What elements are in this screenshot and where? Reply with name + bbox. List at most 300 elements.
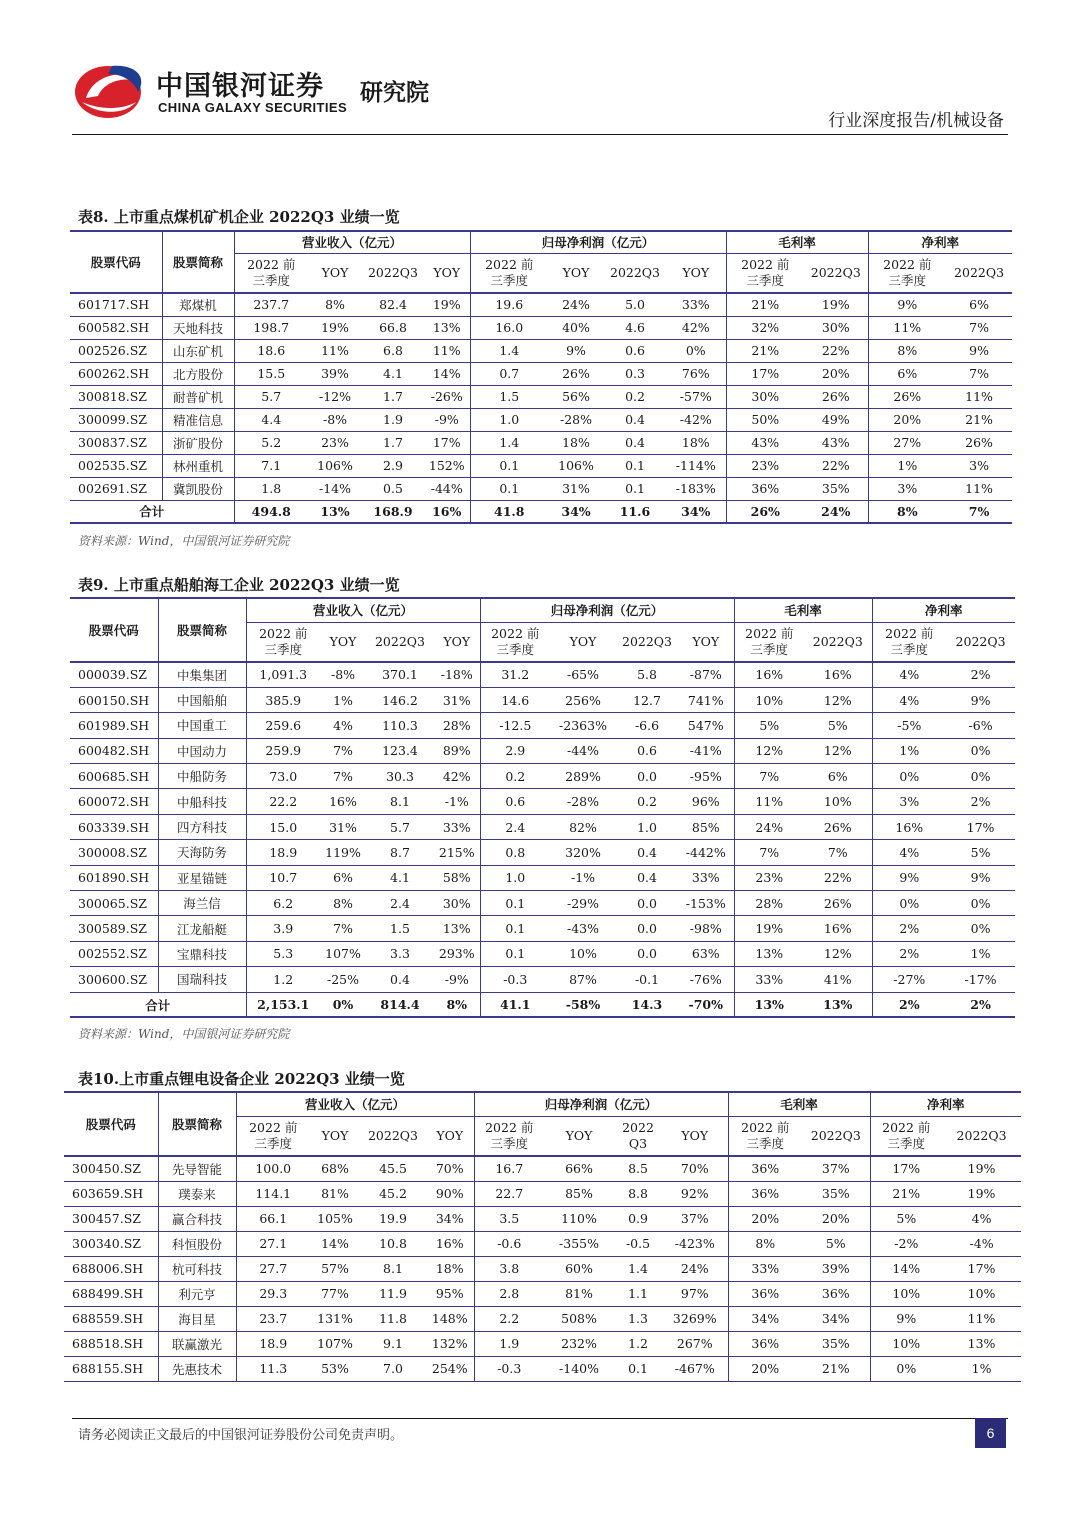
data-cell: 0% [872,891,946,916]
table-row [70,967,1015,992]
col-group-gross-margin: 毛利率 [734,598,872,622]
data-cell: 81% [544,1281,614,1306]
subheader-q3: 2022Q3 [804,622,872,662]
data-cell: -26% [424,385,470,408]
data-cell: 5% [804,713,872,738]
data-cell: 15.5 [234,362,308,385]
data-cell: 30% [434,891,480,916]
total-cell: 26% [726,500,804,523]
data-cell: 3% [872,789,946,814]
table-row [70,738,1015,763]
subheader-line: 三季度 [252,272,290,288]
subheader-line: 2022 前 [883,256,932,272]
table-row [64,1306,1021,1331]
data-cell: 0.9 [614,1206,662,1231]
data-cell: -17% [946,967,1015,992]
data-cell: 4.4 [234,408,308,431]
col-group-profit: 归母净利润（亿元） [474,1092,728,1116]
data-cell: 24% [734,814,804,839]
stock-code: 688518.SH [64,1331,158,1356]
data-cell: 13% [942,1331,1021,1356]
data-cell: 21% [726,293,804,316]
data-cell: 8.8 [614,1181,662,1206]
data-cell: -6% [946,713,1015,738]
data-cell: 0.1 [604,454,666,477]
stock-code: 601989.SH [70,713,158,738]
total-cell: 41.8 [470,500,548,523]
data-cell: 17% [424,431,470,454]
data-cell: 1.9 [362,408,424,431]
report-type: 行业深度报告/机械设备 [828,111,1004,131]
data-cell: 0.4 [616,865,678,890]
data-cell: 10.7 [246,865,320,890]
data-cell: 77% [310,1281,360,1306]
data-cell: 45.5 [360,1156,426,1181]
data-cell: 26% [868,385,946,408]
subheader-line: 三季度 [254,1135,292,1151]
col-group-revenue: 营业收入（亿元） [234,231,470,253]
data-cell: -28% [550,789,616,814]
data-cell: 1.5 [366,916,434,941]
data-cell: 7% [734,840,804,865]
data-cell: 56% [548,385,604,408]
data-cell: 18.9 [236,1331,310,1356]
data-cell: 9.1 [360,1331,426,1356]
data-cell: 17% [946,814,1015,839]
data-cell: 5.7 [234,385,308,408]
data-cell: 19% [942,1181,1021,1206]
table-row [70,662,1015,687]
subheader-ytd [480,622,550,662]
data-cell: 0.1 [480,941,550,966]
stock-code: 603659.SH [64,1181,158,1206]
data-cell: 1.2 [614,1331,662,1356]
data-cell: 43% [804,431,868,454]
data-cell: 1% [320,687,366,712]
data-cell: 85% [678,814,734,839]
subheader-yoy: YOY [666,253,726,293]
subheader-q3: 2022Q3 [604,253,666,293]
data-cell: 1,091.3 [246,662,320,687]
data-cell: 8% [728,1231,802,1256]
data-cell: 95% [426,1281,474,1306]
data-cell: 27.1 [236,1231,310,1256]
data-cell: 4% [872,840,946,865]
data-cell: 0% [870,1356,942,1381]
data-cell: 60% [544,1256,614,1281]
data-cell: 0.4 [616,840,678,865]
table-row [70,339,1012,362]
stock-code: 688155.SH [64,1356,158,1381]
stock-code: 002535.SZ [70,454,162,477]
data-cell: 0% [872,764,946,789]
data-cell: 36% [726,477,804,500]
stock-name: 宝鼎科技 [158,941,246,966]
stock-name: 山东矿机 [162,339,234,362]
subheader-ytd [868,253,946,293]
data-cell: 10% [870,1331,942,1356]
footer-divider [72,1418,1008,1419]
data-cell: 33% [734,967,804,992]
data-cell: 2.4 [480,814,550,839]
data-cell: 42% [434,764,480,789]
subheader-line: 2022 前 [485,256,534,272]
data-cell: 81% [310,1181,360,1206]
stock-name: 耐普矿机 [162,385,234,408]
col-group-gross-margin: 毛利率 [726,231,868,253]
data-cell: 21% [802,1356,870,1381]
data-cell: 2.2 [474,1306,544,1331]
subheader-q3: 2022Q3 [804,253,868,293]
subheader-line: 2022 前 [741,1119,790,1135]
total-cell: 2,153.1 [246,992,320,1017]
data-cell: 5.8 [616,662,678,687]
data-cell: 16% [804,916,872,941]
stock-name: 海目星 [158,1306,236,1331]
col-group-profit: 归母净利润（亿元） [480,598,734,622]
data-cell: 18% [426,1256,474,1281]
table-row [70,865,1015,890]
stock-name: 赢合科技 [158,1206,236,1231]
stock-name: 联赢激光 [158,1331,236,1356]
stock-name: 天海防务 [158,840,246,865]
data-cell: 1.4 [470,339,548,362]
data-cell: 22% [804,865,872,890]
data-cell: 22.7 [474,1181,544,1206]
subheader-line: 三季度 [490,1135,529,1151]
data-cell: 3% [868,477,946,500]
data-cell: 32% [726,316,804,339]
data-cell: -14% [308,477,362,500]
data-cell: 1.0 [480,865,550,890]
data-cell: 0.1 [470,477,548,500]
data-cell: 92% [662,1181,728,1206]
data-cell: -12.5 [480,713,550,738]
data-cell: 8.1 [360,1256,426,1281]
col-group-net-margin: 净利率 [870,1092,1021,1116]
data-cell: 2.4 [366,891,434,916]
data-cell: 5% [946,840,1015,865]
page-number: 6 [975,1418,1006,1448]
data-cell: 5.7 [366,814,434,839]
stock-code: 300065.SZ [70,891,158,916]
col-header-code: 股票代码 [64,1092,158,1156]
subheader-ytd [470,253,548,293]
total-cell: 8% [868,500,946,523]
subheader-yoy: YOY [310,1116,360,1156]
stock-name: 先惠技术 [158,1356,236,1381]
subheader-yoy: YOY [424,253,470,293]
data-cell: 148% [426,1306,474,1331]
data-cell: 63% [678,941,734,966]
subheader-ytd [236,1116,310,1156]
data-cell: -25% [320,967,366,992]
data-cell: 232% [544,1331,614,1356]
data-cell: 0% [946,916,1015,941]
subheader-line: 2022 前 [745,625,794,641]
data-cell: 17% [942,1256,1021,1281]
data-cell: -29% [550,891,616,916]
data-cell: 10% [550,941,616,966]
data-cell: -8% [320,662,366,687]
subheader-ytd [734,622,804,662]
data-cell: 106% [548,454,604,477]
data-cell: 7% [804,840,872,865]
subheader-line: 2022 前 [491,625,540,641]
data-cell: 0.4 [604,408,666,431]
brand-institute: 研究院 [360,80,429,106]
data-cell: 68% [310,1156,360,1181]
subheader-line: 2022 前 [885,625,934,641]
stock-name: 中国船舶 [158,687,246,712]
data-cell: 215% [434,840,480,865]
data-cell: 22.2 [246,789,320,814]
data-cell: 0.2 [604,385,666,408]
total-row [70,500,1012,523]
table-row [70,385,1012,408]
data-cell: 9% [946,865,1015,890]
total-label: 合计 [70,992,246,1017]
data-cell: 19% [942,1156,1021,1181]
data-cell: 12% [804,738,872,763]
data-cell: -43% [550,916,616,941]
subheader-ytd [474,1116,544,1156]
data-cell: 4% [872,687,946,712]
stock-code: 300818.SZ [70,385,162,408]
data-cell: 11% [942,1306,1021,1331]
data-cell: -183% [666,477,726,500]
data-cell: 7% [734,764,804,789]
data-cell: 26% [804,891,872,916]
china-galaxy-logo-icon [72,58,148,122]
data-cell: -0.3 [480,967,550,992]
data-cell: 26% [804,385,868,408]
stock-code: 300099.SZ [70,408,162,431]
data-cell: 19% [424,293,470,316]
stock-name: 先导智能 [158,1156,236,1181]
header-row [70,231,1012,253]
data-cell: 43% [726,431,804,454]
data-cell: 0.4 [604,431,666,454]
data-cell: 0.6 [616,738,678,763]
data-cell: -87% [678,662,734,687]
data-cell: 89% [434,738,480,763]
data-cell: 4.6 [604,316,666,339]
data-cell: 33% [678,865,734,890]
data-cell: 31% [434,687,480,712]
stock-name: 中集集团 [158,662,246,687]
data-cell: 3269% [662,1306,728,1331]
data-cell: 2% [872,941,946,966]
data-cell: 73.0 [246,764,320,789]
data-cell: 97% [662,1281,728,1306]
data-cell: 8% [868,339,946,362]
brand-name-cn: 中国银河证券 [156,71,324,102]
data-cell: 370.1 [366,662,434,687]
data-cell: 0% [946,738,1015,763]
subheader-ytd [870,1116,942,1156]
data-cell: 0.7 [470,362,548,385]
data-cell: 49% [804,408,868,431]
data-cell: 1.9 [474,1331,544,1356]
data-cell: 35% [802,1331,870,1356]
data-cell: 152% [424,454,470,477]
data-cell: 12.7 [616,687,678,712]
data-cell: 14.6 [480,687,550,712]
data-cell: 19% [308,316,362,339]
table-row [70,431,1012,454]
data-cell: 11% [424,339,470,362]
stock-name: 天地科技 [162,316,234,339]
stock-name: 林州重机 [162,454,234,477]
data-cell: 35% [804,477,868,500]
table-row [70,362,1012,385]
data-cell: 16.7 [474,1156,544,1181]
table-row [70,916,1015,941]
stock-code: 600582.SH [70,316,162,339]
data-cell: 547% [678,713,734,738]
stock-code: 601717.SH [70,293,162,316]
stock-code: 300600.SZ [70,967,158,992]
data-cell: 4% [320,713,366,738]
data-cell: 12% [804,687,872,712]
data-cell: 14% [424,362,470,385]
subheader-ytd [872,622,946,662]
data-cell: 6% [804,764,872,789]
total-cell: 14.3 [616,992,678,1017]
data-cell: 198.7 [234,316,308,339]
stock-code: 603339.SH [70,814,158,839]
data-cell: 2% [946,789,1015,814]
data-cell: 27% [868,431,946,454]
data-cell: -2363% [550,713,616,738]
subheader-q3: 2022Q3 [942,1116,1021,1156]
data-cell: 96% [678,789,734,814]
subheader-line: 2022 前 [741,256,790,272]
data-cell: -1% [434,789,480,814]
data-cell: 5% [734,713,804,738]
data-cell: 1.5 [470,385,548,408]
data-cell: -27% [872,967,946,992]
subheader-ytd [726,253,804,293]
table-8-title: 表8. 上市重点煤机矿机企业 2022Q3 业绩一览 [78,208,400,226]
data-cell: 12% [734,738,804,763]
subheader-q3: 2022Q3 [802,1116,870,1156]
data-cell: 42% [666,316,726,339]
data-cell: 9% [872,865,946,890]
data-cell: 16% [734,662,804,687]
data-cell: -355% [544,1231,614,1256]
data-cell: 1.4 [614,1256,662,1281]
subheader-line: 三季度 [746,272,785,288]
data-cell: 9% [868,293,946,316]
data-cell: 31% [548,477,604,500]
subheader-line: 2022 [622,1119,654,1135]
data-cell: 259.6 [246,713,320,738]
data-cell: 36% [728,1281,802,1306]
data-cell: 267% [662,1331,728,1356]
data-cell: 385.9 [246,687,320,712]
total-cell: 41.1 [480,992,550,1017]
data-cell: 0.0 [616,764,678,789]
data-cell: 5% [802,1231,870,1256]
data-cell: 0% [666,339,726,362]
data-cell: 9% [946,339,1012,362]
data-cell: 18.9 [246,840,320,865]
table-row [70,814,1015,839]
data-cell: 18% [548,431,604,454]
table-row [64,1256,1021,1281]
table-row [70,408,1012,431]
subheader-line: 三季度 [890,641,929,657]
stock-name: 利元亨 [158,1281,236,1306]
data-cell: 41% [804,967,872,992]
stock-code: 601890.SH [70,865,158,890]
subheader-yoy: YOY [678,622,734,662]
subheader-line: 2022 前 [247,256,296,272]
data-cell: -9% [424,408,470,431]
data-cell: 30.3 [366,764,434,789]
data-cell: -98% [678,916,734,941]
data-cell: -442% [678,840,734,865]
subheader-q3: 2022Q3 [366,622,434,662]
data-cell: 30% [804,316,868,339]
data-cell: -41% [678,738,734,763]
table-row [64,1281,1021,1306]
subheader-q3: 2022Q3 [946,253,1012,293]
data-cell: 293% [434,941,480,966]
data-cell: 0.0 [616,941,678,966]
stock-code: 688559.SH [64,1306,158,1331]
data-cell: 6.2 [246,891,320,916]
data-cell: 0.6 [480,789,550,814]
data-cell: 2.8 [474,1281,544,1306]
stock-code: 688006.SH [64,1256,158,1281]
data-cell: 0.4 [366,967,434,992]
subheader-yoy: YOY [320,622,366,662]
data-cell: 5.2 [234,431,308,454]
table-row [70,891,1015,916]
data-cell: 1.7 [362,385,424,408]
data-cell: 26% [804,814,872,839]
data-cell: 3.5 [474,1206,544,1231]
data-cell: -28% [548,408,604,431]
data-cell: 6% [946,293,1012,316]
table-row [64,1181,1021,1206]
data-cell: 16.0 [470,316,548,339]
data-cell: 11% [734,789,804,814]
stock-name: 璞泰来 [158,1181,236,1206]
table-row [70,941,1015,966]
data-cell: 0.0 [616,891,678,916]
stock-name: 科恒股份 [158,1231,236,1256]
data-cell: 13% [434,916,480,941]
data-cell: 10.8 [360,1231,426,1256]
data-cell: -1% [550,865,616,890]
data-cell: 24% [662,1256,728,1281]
total-cell: 13% [308,500,362,523]
total-cell: 34% [666,500,726,523]
data-cell: 19.6 [470,293,548,316]
data-cell: 0.2 [480,764,550,789]
subheader-line: 2022 前 [259,625,308,641]
data-cell: 39% [308,362,362,385]
data-cell: 50% [726,408,804,431]
data-cell: 237.7 [234,293,308,316]
data-cell: 1% [942,1356,1021,1381]
total-cell: 814.4 [366,992,434,1017]
data-cell: 33% [666,293,726,316]
